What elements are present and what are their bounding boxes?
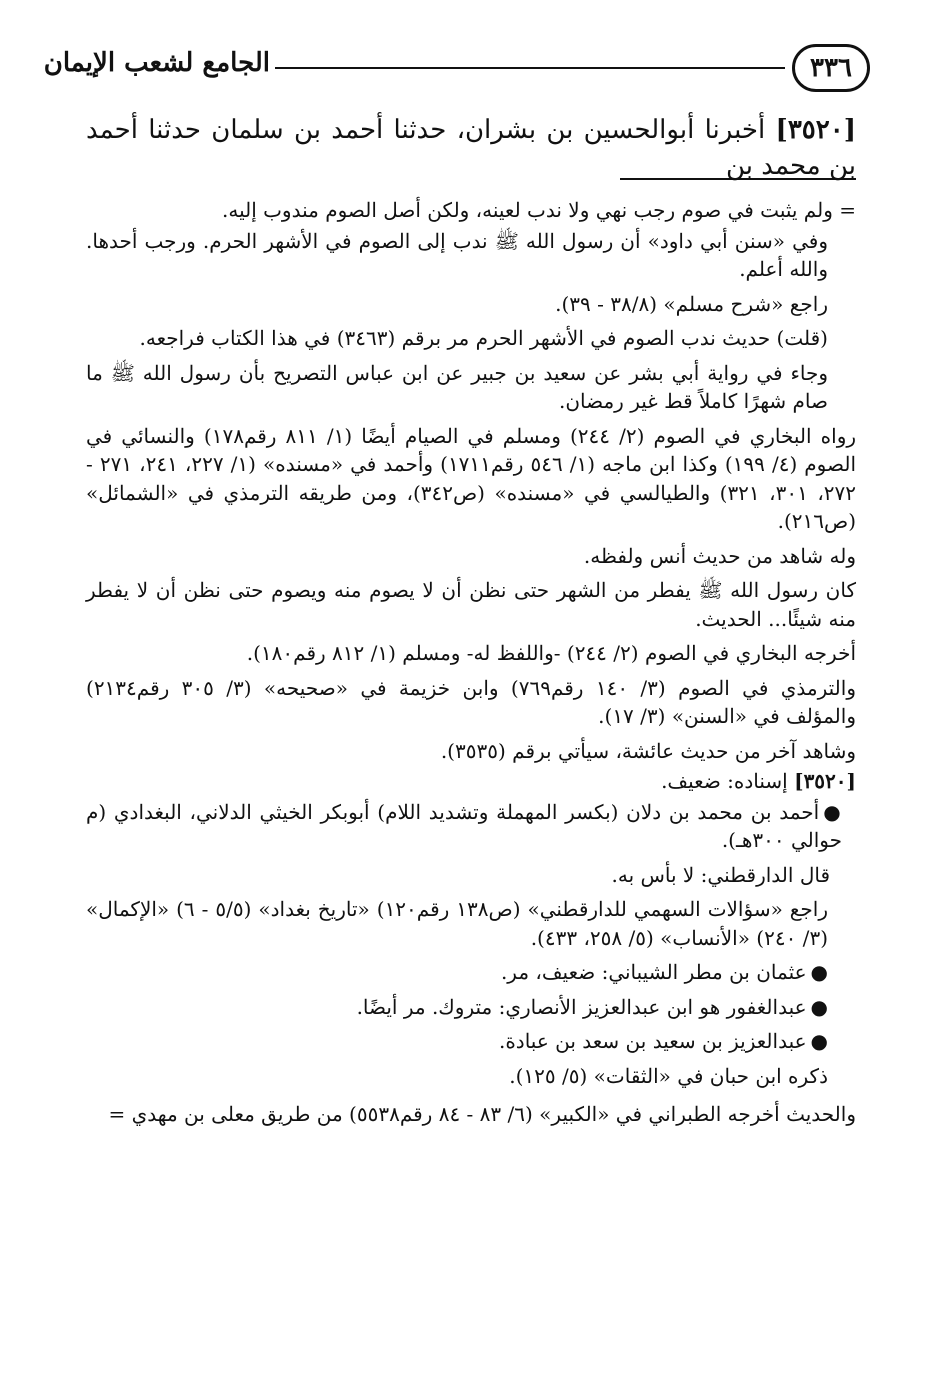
narrator-text: عبدالغفور هو ابن عبدالعزيز الأنصاري: متروك. مر أيضًا. bbox=[356, 994, 807, 1019]
narrator-entry bbox=[86, 1027, 856, 1056]
bullet-icon: ● bbox=[810, 994, 828, 1019]
narrator-text: أحمد بن محمد بن دلان (بكسر المهملة وتشديد اللام) أبوبكر الخيثي الدلاني، البغدادي (م حوالي ٣٠٠هـ). bbox=[86, 799, 842, 852]
narrator-note: ذكره ابن حبان في «الثقات» (٥/ ١٢٥). bbox=[509, 1063, 828, 1088]
footnote-line: والحديث أخرجه الطبراني في «الكبير» (٦/ ٨٣ - ٨٤ رقم٥٥٣٨) من طريق معلى بن مهدي = bbox=[108, 1102, 856, 1126]
narrator-entry bbox=[86, 958, 856, 987]
bullet-icon: ● bbox=[810, 960, 828, 984]
page-number: ٣٣٦ bbox=[792, 44, 870, 92]
footnote-line: = ولم يثبت في صوم رجب نهي ولا ندب لعينه، ولكن أصل الصوم مندوب إليه. bbox=[221, 198, 856, 222]
running-title: الجامع لشعب الإيمان bbox=[43, 48, 270, 78]
footnote-line: وشاهد آخر من حديث عائشة، سيأتي برقم (٣٥٣٥). bbox=[440, 738, 856, 763]
narrator-note: راجع «سؤالات السهمي للدارقطني» (ص١٣٨ رقم١٢٠) «تاريخ بغداد» (٥/٥ - ٦) «الإكمال» (٣/ ٢٤٠) «الأنساب» (٥/ ٢٥٨، ٤٣٣). bbox=[86, 897, 828, 950]
narrator-text: عثمان بن مطر الشيباني: ضعيف، مر. bbox=[500, 960, 807, 984]
footnote-line: راجع «شرح مسلم» (٣٨/٨ - ٣٩). bbox=[555, 291, 828, 316]
footnote-line: كان رسول الله ﷺ يفطر من الشهر حتى نظن أن لا يصوم منه ويصوم حتى نظن أن لا يفطر منه شيئًا... الحديث. bbox=[86, 578, 856, 631]
header-rule bbox=[275, 67, 785, 69]
footnote-line: والترمذي في الصوم (٣/ ١٤٠ رقم٧٦٩) وابن خزيمة في «صحيحه» (٣/ ٣٠٥ رقم٢١٣٤) والمؤلف في «السنن» (٣/ ١٧). bbox=[86, 675, 856, 728]
footnote-line: وجاء في رواية أبي بشر عن سعيد بن جبير عن ابن عباس التصريح بأن رسول الله ﷺ ما صام شهرًا كاملاً قط غير رمضان. bbox=[86, 360, 828, 413]
footnote-line: رواه البخاري في الصوم (٢/ ٢٤٤) ومسلم في الصيام أيضًا (١/ ٨١١ رقم١٧٨) والنسائي في الصوم (٤/ ١٩٩) وكذا ابن ماجه (١/ ٥٤٦ رقم١٧١١) وأحمد في «مسنده» (١/ ٢٢٧، ٢٤١، ٢٧١ - ٢٧٢، ٣٠١، ٣٢١) والطيالسي في «مسنده» (ص٣٤٢)، ومن طريقه الترمذي في «الشمائل» (ص٢١٦). bbox=[86, 423, 857, 533]
footnotes bbox=[86, 196, 856, 1135]
narrator-entry bbox=[86, 993, 856, 1022]
narrator-note: قال الدارقطني: لا بأس به. bbox=[611, 862, 830, 887]
bullet-icon: ● bbox=[810, 1029, 828, 1053]
hadith-text: أخبرنا أبوالحسين بن بشران، حدثنا أحمد بن سلمان حدثنا أحمد بن محمد بن bbox=[86, 115, 856, 181]
narrator-text: عبدالعزيز بن سعيد بن سعد بن عبادة. bbox=[498, 1029, 807, 1053]
footnote-line: وفي «سنن أبي داود» أن رسول الله ﷺ ندب إلى الصوم في الأشهر الحرم. ورجب أحدها. والله أعلم. bbox=[86, 228, 828, 281]
hadith-text-block bbox=[86, 112, 856, 184]
isnad-grade: إسناده: ضعيف. bbox=[661, 769, 788, 793]
footnote-line: وله شاهد من حديث أنس ولفظه. bbox=[583, 543, 856, 568]
footnote-line: أخرجه البخاري في الصوم (٢/ ٢٤٤) -واللفظ له- ومسلم (١/ ٨١٢ رقم١٨٠). bbox=[246, 641, 856, 665]
footnote-line: (قلت) حديث ندب الصوم في الأشهر الحرم مر برقم (٣٤٦٣) في هذا الكتاب فراجعه. bbox=[139, 326, 828, 350]
bullet-icon: ● bbox=[823, 799, 843, 824]
narrator-entry bbox=[86, 798, 856, 855]
footnote-separator bbox=[620, 178, 856, 180]
isnad-heading bbox=[86, 767, 856, 796]
hadith-number: [٣٥٢٠] bbox=[775, 115, 857, 145]
isnad-number: [٣٥٢٠] bbox=[794, 769, 856, 793]
